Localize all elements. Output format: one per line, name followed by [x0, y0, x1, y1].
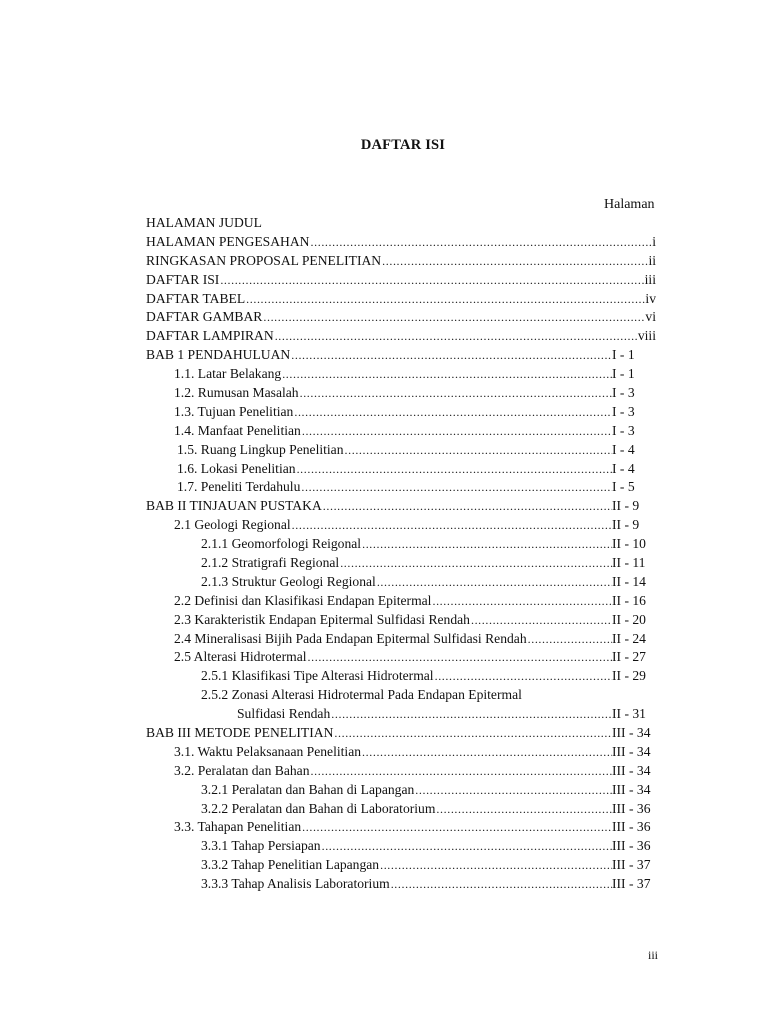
- toc-entry: [146, 365, 656, 384]
- dot-leader: [290, 346, 612, 365]
- toc-entry: [146, 422, 656, 441]
- toc-entry-page: II - 14: [612, 573, 646, 589]
- toc-entry: [146, 233, 656, 252]
- dot-leader: [361, 743, 612, 762]
- toc-entry-page: I - 3: [612, 385, 635, 400]
- toc-entry: [146, 573, 656, 592]
- toc-entry-label: 2.5.1 Klasifikasi Tipe Alterasi Hidrotermal: [201, 668, 434, 684]
- toc-entry-page: III - 37: [612, 876, 651, 892]
- toc-entry-label: 2.3 Karakteristik Endapan Epitermal Sulfidasi Rendah: [174, 611, 470, 627]
- toc-entry-label: BAB 1 PENDAHULUAN: [146, 347, 291, 363]
- toc-entry: [146, 648, 656, 667]
- dot-leader: [527, 630, 612, 649]
- toc-entry: [146, 290, 656, 309]
- dot-leader: [431, 592, 612, 611]
- page-title: DAFTAR ISI: [360, 137, 446, 153]
- toc-entry-page: III - 34: [612, 762, 651, 778]
- toc-entry-page: II - 31: [612, 706, 646, 722]
- toc-entry: [146, 271, 656, 290]
- dot-leader: [293, 403, 612, 422]
- toc-entry-label: 3.3.1 Tahap Persiapan: [201, 838, 321, 854]
- dot-leader: [330, 705, 612, 724]
- toc-entry-label: HALAMAN PENGESAHAN: [146, 233, 310, 249]
- toc-entry: [146, 497, 656, 516]
- dot-leader: [281, 365, 612, 384]
- page-column-label: Halaman: [604, 197, 655, 212]
- toc-entry: [146, 384, 656, 403]
- toc-entry-page: I - 1: [612, 347, 635, 363]
- dot-leader: [301, 818, 612, 837]
- toc-entry-page: ii: [648, 252, 656, 268]
- toc-entry-label: 1.6. Lokasi Penelitian: [177, 460, 296, 476]
- dot-leader: [376, 573, 612, 592]
- toc-entry-page: II - 9: [612, 517, 640, 533]
- dot-leader: [299, 384, 612, 403]
- toc-entry-page: iii: [644, 271, 656, 287]
- toc-entry-page: II - 20: [612, 611, 646, 627]
- toc-entry-page: II - 24: [612, 630, 646, 646]
- toc-entry: [146, 705, 656, 724]
- toc-entry: [146, 554, 656, 573]
- toc-entry-page: II - 10: [612, 536, 646, 552]
- toc-entry-page: I - 4: [612, 460, 635, 476]
- dot-leader: [219, 271, 644, 290]
- dot-leader: [470, 611, 612, 630]
- toc-entry-label: 2.1.1 Geomorfologi Reigonal: [201, 536, 362, 552]
- toc-entry-label: 1.4. Manfaat Penelitian: [174, 422, 301, 438]
- toc-entry-label: RINGKASAN PROPOSAL PENELITIAN: [146, 252, 382, 268]
- toc-entry-label: 2.1.2 Stratigrafi Regional: [201, 555, 340, 571]
- toc-entry: [146, 743, 656, 762]
- toc-entry-label: 3.2. Peralatan dan Bahan: [174, 762, 310, 778]
- toc-entry-page: II - 9: [612, 498, 640, 514]
- toc-entry: [146, 214, 656, 233]
- toc-entry: [146, 441, 656, 460]
- toc-entry-page: II - 16: [612, 592, 646, 608]
- dot-leader: [262, 308, 645, 327]
- toc-entry-page: I - 5: [612, 479, 635, 495]
- page-number: iii: [648, 948, 659, 962]
- toc-entry-page: III - 34: [612, 743, 651, 759]
- toc-entry-label: 1.5. Ruang Lingkup Penelitian: [177, 441, 344, 457]
- dot-leader: [301, 422, 612, 441]
- toc-entry-label: 1.3. Tujuan Penelitian: [174, 403, 294, 419]
- dot-leader: [296, 460, 612, 479]
- dot-leader: [274, 327, 638, 346]
- toc-entry: [146, 762, 656, 781]
- toc-entry: [146, 252, 656, 271]
- dot-leader: [307, 648, 612, 667]
- toc-entry-label: 1.2. Rumusan Masalah: [174, 385, 299, 400]
- dot-leader: [245, 290, 645, 309]
- toc-entry-page: II - 27: [612, 649, 646, 665]
- toc-entry-label: 3.2.1 Peralatan dan Bahan di Lapangan: [201, 781, 415, 797]
- toc-entry-page: I - 1: [612, 366, 635, 382]
- toc-entry: [146, 535, 656, 554]
- dot-leader: [361, 535, 612, 554]
- toc-entry-label: 3.3. Tahapan Penelitian: [174, 819, 302, 835]
- toc-entry-label: 1.7. Peneliti Terdahulu: [177, 479, 301, 495]
- toc-entry-page: vi: [645, 309, 656, 325]
- table-of-contents: [146, 214, 656, 894]
- dot-leader: [339, 554, 612, 573]
- toc-entry-label: Sulfidasi Rendah: [237, 706, 331, 722]
- toc-entry: [146, 478, 656, 497]
- dot-leader: [435, 800, 612, 819]
- toc-entry: [146, 724, 656, 743]
- toc-entry: [146, 403, 656, 422]
- toc-entry-page: III - 36: [612, 800, 651, 816]
- dot-leader: [381, 252, 648, 271]
- toc-entry-label: DAFTAR LAMPIRAN: [146, 328, 274, 344]
- toc-entry-label: 2.4 Mineralisasi Bijih Pada Endapan Epitermal Sulfidasi Rendah: [174, 630, 527, 646]
- toc-entry: [146, 667, 656, 686]
- toc-entry-label: DAFTAR GAMBAR: [146, 309, 263, 325]
- toc-entry: [146, 800, 656, 819]
- toc-entry: [146, 630, 656, 649]
- dot-leader: [379, 856, 612, 875]
- toc-entry-label: 1.1. Latar Belakang: [174, 366, 282, 382]
- toc-entry: [146, 308, 656, 327]
- toc-entry-page: I - 3: [612, 422, 635, 438]
- toc-entry-page: viii: [637, 328, 656, 344]
- toc-entry-page: iv: [645, 290, 656, 306]
- toc-entry: [146, 611, 656, 630]
- toc-entry-label: 2.5.2 Zonasi Alterasi Hidrotermal Pada Endapan Epitermal: [201, 687, 522, 703]
- toc-entry-label: 2.1 Geologi Regional: [174, 517, 291, 533]
- toc-entry-label: BAB III METODE PENELITIAN: [146, 725, 334, 741]
- toc-entry: [146, 856, 656, 875]
- toc-entry: [146, 592, 656, 611]
- toc-entry-page: III - 37: [612, 857, 651, 873]
- dot-leader: [344, 441, 612, 460]
- dot-leader: [333, 724, 612, 743]
- toc-entry: [146, 460, 656, 479]
- toc-entry-label: 3.3.3 Tahap Analisis Laboratorium: [201, 876, 390, 892]
- toc-entry-label: DAFTAR TABEL: [146, 290, 246, 306]
- toc-entry-label: 3.2.2 Peralatan dan Bahan di Laboratorium: [201, 800, 436, 816]
- dot-leader: [310, 233, 653, 252]
- toc-entry: [146, 819, 656, 838]
- toc-entry-page: I - 3: [612, 403, 635, 419]
- toc-entry: [146, 516, 656, 535]
- toc-entry-label: BAB II TINJAUAN PUSTAKA: [146, 498, 322, 514]
- dot-leader: [434, 667, 612, 686]
- toc-entry-page: III - 34: [612, 725, 651, 741]
- dot-leader: [414, 781, 612, 800]
- toc-entry: [146, 346, 656, 365]
- toc-entry-label: 2.2 Definisi dan Klasifikasi Endapan Epitermal: [174, 592, 432, 608]
- toc-entry-page: I - 4: [612, 441, 635, 457]
- toc-entry: [146, 875, 656, 894]
- dot-leader: [322, 497, 612, 516]
- dot-leader: [321, 837, 612, 856]
- dot-leader: [310, 762, 612, 781]
- dot-leader: [300, 478, 612, 497]
- toc-entry: [146, 686, 656, 705]
- toc-entry-page: III - 34: [612, 781, 651, 797]
- toc-entry-page: II - 29: [612, 668, 646, 684]
- toc-entry: [146, 327, 656, 346]
- toc-entry-page: III - 36: [612, 819, 651, 835]
- toc-entry-label: 3.1. Waktu Pelaksanaan Penelitian: [174, 743, 362, 759]
- toc-entry-label: DAFTAR ISI: [146, 271, 220, 287]
- toc-entry: [146, 781, 656, 800]
- toc-entry-page: II - 11: [612, 555, 646, 571]
- dot-leader: [291, 516, 612, 535]
- toc-entry-label: 3.3.2 Tahap Penelitian Lapangan: [201, 857, 380, 873]
- dot-leader: [390, 875, 612, 894]
- toc-entry-page: III - 36: [612, 838, 651, 854]
- toc-entry: [146, 837, 656, 856]
- toc-entry-page: i: [652, 233, 656, 249]
- toc-entry-label: 2.1.3 Struktur Geologi Regional: [201, 573, 376, 589]
- toc-entry-label: 2.5 Alterasi Hidrotermal: [174, 649, 307, 665]
- toc-entry-label: HALAMAN JUDUL: [146, 214, 262, 230]
